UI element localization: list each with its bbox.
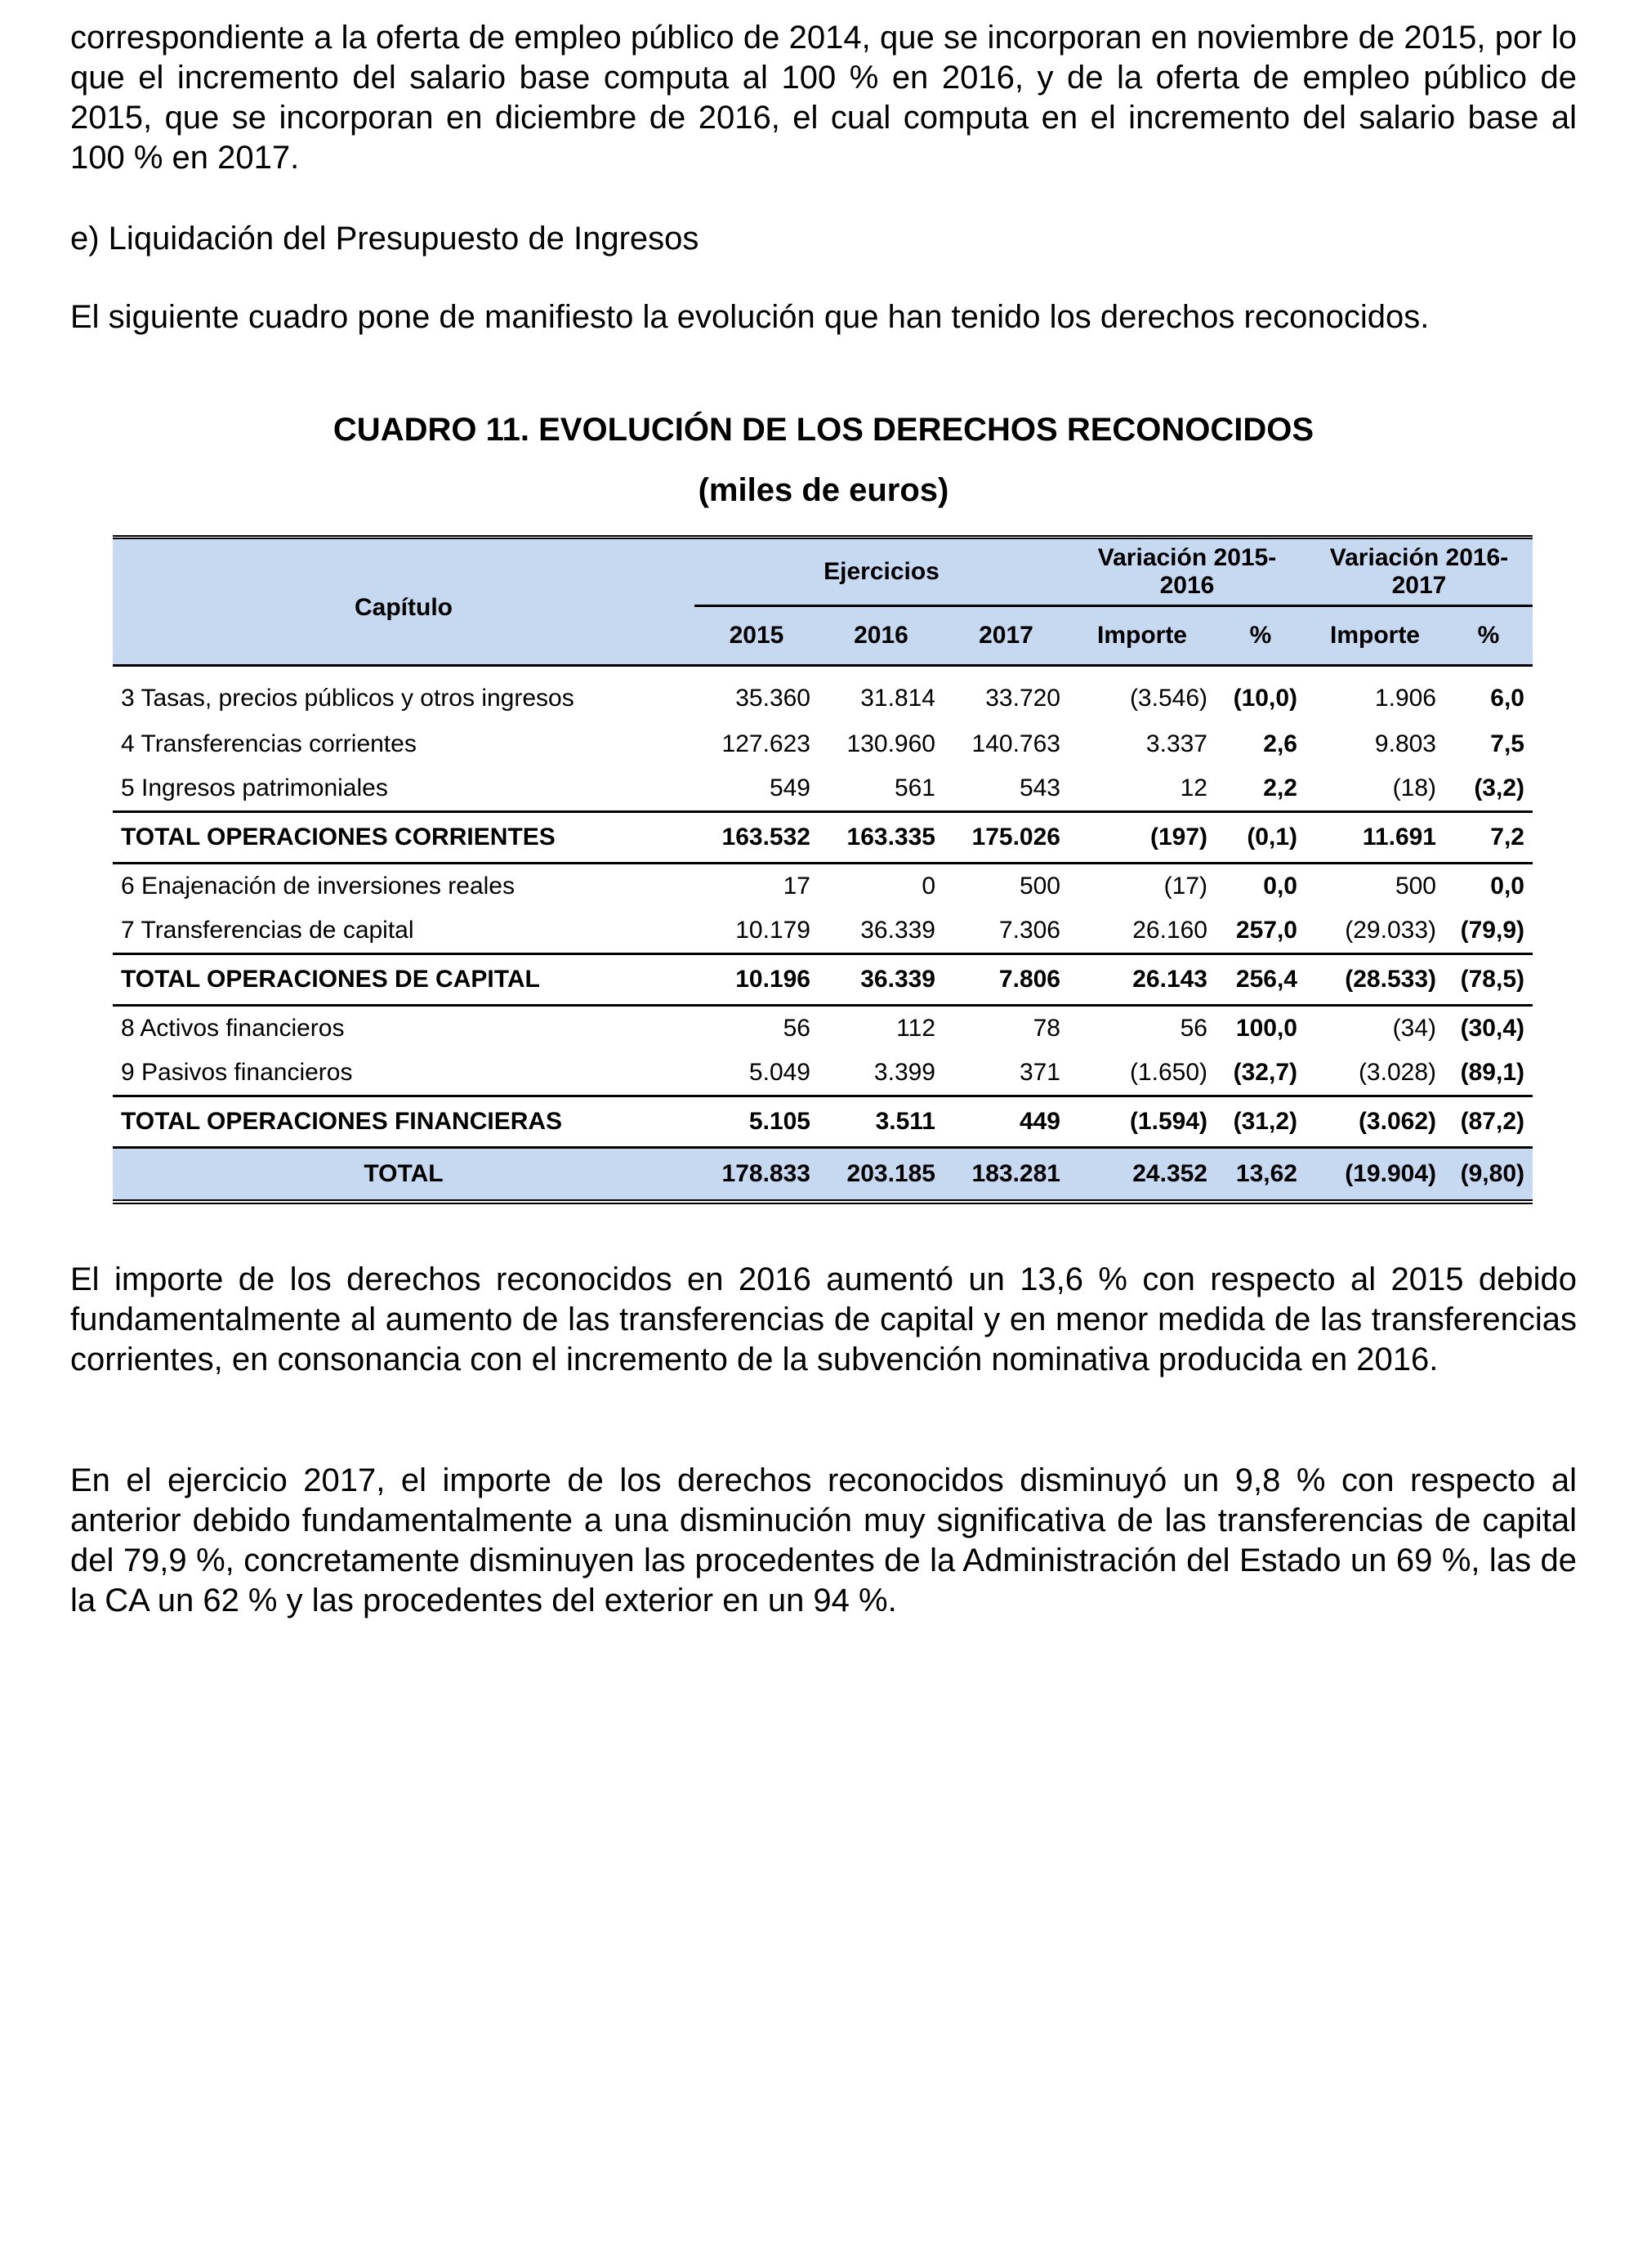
row-label: 9 Pasivos financieros: [121, 1059, 353, 1086]
cell-2017: 78: [1033, 1015, 1060, 1042]
cell-pct-1516: 100,0: [1235, 1015, 1297, 1042]
cell-pct-1617: (3,2): [1474, 775, 1524, 801]
cell-importe-1617: (3.062): [1306, 1096, 1444, 1148]
cell-importe-1617: (18): [1392, 775, 1436, 801]
table-row: [113, 722, 1533, 766]
cell-pct-1617: (89,1): [1460, 1059, 1524, 1086]
row-label: TOTAL OPERACIONES CORRIENTES: [113, 812, 694, 864]
cell-2016: 112: [896, 1015, 935, 1042]
cell-pct-1617: (87,2): [1444, 1096, 1533, 1148]
table-row: [113, 666, 1533, 723]
cell-2016: 3.511: [819, 1096, 944, 1148]
total-row: [113, 812, 1533, 864]
cell-importe-1516: 26.160: [1132, 917, 1207, 944]
cell-pct-1516: 2,6: [1263, 730, 1297, 757]
cell-2017: 543: [1019, 775, 1060, 801]
header-variacion-2015-2016: Variación 2015-2016: [1069, 538, 1306, 606]
header-variacion-2016-2017: Variación 2016-2017: [1306, 538, 1533, 606]
table-frame: [113, 535, 1533, 1204]
paragraph-2016: El importe de los derechos reconocidos en 2016 aumentó un 13,6 % con respecto al 2015 debido fundamentalmente al aumento de las transferencias de capital y en menor medida de las transferencias corrientes, en consonancia con el incremento de la subvención nominativa producida en 2016.: [70, 1261, 1577, 1377]
cell-pct-1617: 7,5: [1490, 730, 1524, 757]
cell-2016: 3.399: [873, 1059, 935, 1086]
table-row: [113, 864, 1533, 909]
cell-importe-1617: (29.033): [1345, 917, 1436, 944]
cell-2015: 5.105: [694, 1096, 819, 1148]
cell-2017: 175.026: [944, 812, 1069, 864]
table-subtitle: (miles de euros): [698, 472, 949, 508]
cell-importe-1516: 24.352: [1069, 1148, 1216, 1203]
section-heading: e) Liquidación del Presupuesto de Ingresos: [70, 221, 699, 257]
cell-importe-1516: (197): [1069, 812, 1216, 864]
header-pct-1617: %: [1444, 606, 1533, 666]
header-ejercicios: Ejercicios: [694, 538, 1069, 606]
cell-importe-1617: 500: [1395, 873, 1436, 900]
cell-2015: 5.049: [748, 1059, 810, 1086]
cell-pct-1516: 2,2: [1263, 775, 1297, 801]
cell-importe-1516: 26.143: [1069, 954, 1216, 1006]
cell-2015: 549: [769, 775, 810, 801]
cell-importe-1617: 1.906: [1374, 685, 1436, 712]
cell-pct-1516: 256,4: [1216, 954, 1306, 1006]
cell-2017: 449: [944, 1096, 1069, 1148]
header-capitulo: Capítulo: [113, 538, 694, 666]
cell-2017: 140.763: [971, 730, 1060, 757]
table-row: [113, 1006, 1533, 1051]
cell-2017: 7.306: [998, 917, 1060, 944]
cell-importe-1617: 9.803: [1374, 730, 1436, 757]
cell-pct-1516: (31,2): [1216, 1096, 1306, 1148]
table-row: [113, 1051, 1533, 1096]
table-title: CUADRO 11. EVOLUCIÓN DE LOS DERECHOS RECONOCIDOS: [333, 412, 1314, 448]
cell-importe-1516: 12: [1180, 775, 1207, 801]
cell-importe-1516: (1.594): [1069, 1096, 1216, 1148]
cell-pct-1516: 13,62: [1216, 1148, 1306, 1203]
cell-2015: 10.196: [694, 954, 819, 1006]
cell-2016: 561: [894, 775, 935, 801]
row-label: 7 Transferencias de capital: [121, 917, 414, 944]
cell-2015: 127.623: [721, 730, 810, 757]
row-label: TOTAL OPERACIONES DE CAPITAL: [113, 954, 694, 1006]
rights-evolution-table: [113, 535, 1533, 1204]
cell-2017: 33.720: [985, 685, 1060, 712]
cell-pct-1617: (9,80): [1444, 1148, 1533, 1203]
cell-pct-1516: 257,0: [1235, 917, 1297, 944]
cell-2016: 36.339: [819, 954, 944, 1006]
cell-2017: 7.806: [944, 954, 1069, 1006]
cell-pct-1617: 6,0: [1490, 685, 1524, 712]
cell-2015: 178.833: [694, 1148, 819, 1203]
header-importe-1516: Importe: [1069, 606, 1216, 666]
cell-pct-1617: (78,5): [1444, 954, 1533, 1006]
lead-paragraph: El siguiente cuadro pone de manifiesto la evolución que han tenido los derechos reconocidos.: [70, 299, 1430, 335]
row-label: TOTAL: [113, 1148, 694, 1203]
cell-2016: 203.185: [819, 1148, 944, 1203]
cell-importe-1617: (3.028): [1358, 1059, 1436, 1086]
cell-2016: 36.339: [860, 917, 935, 944]
header-pct-1516: %: [1216, 606, 1306, 666]
row-label: 8 Activos financieros: [121, 1015, 345, 1042]
header-importe-1617: Importe: [1306, 606, 1444, 666]
grand-total-row: [113, 1148, 1533, 1203]
cell-pct-1617: (30,4): [1460, 1015, 1524, 1042]
cell-pct-1617: 7,2: [1444, 812, 1533, 864]
cell-2016: 31.814: [860, 685, 935, 712]
cell-2017: 183.281: [944, 1148, 1069, 1203]
cell-2017: 500: [1019, 873, 1060, 900]
intro-paragraph: correspondiente a la oferta de empleo público de 2014, que se incorporan en noviembre de 2015, por lo que el incremento del salario base computa al 100 % en 2016, y de la oferta de empleo público de 2015, que se incorporan en diciembre de 2016, el cual computa en el incremento del salario base al 100 % en 2017.: [70, 20, 1577, 176]
cell-pct-1617: 0,0: [1490, 873, 1524, 900]
cell-importe-1617: 11.691: [1306, 812, 1444, 864]
cell-pct-1516: 0,0: [1263, 873, 1297, 900]
cell-2015: 35.360: [735, 685, 810, 712]
header-2015: 2015: [694, 606, 819, 666]
row-label: TOTAL OPERACIONES FINANCIERAS: [113, 1096, 694, 1148]
row-label: 6 Enajenación de inversiones reales: [121, 873, 515, 900]
cell-importe-1516: (17): [1163, 873, 1207, 900]
cell-pct-1516: (10,0): [1233, 685, 1297, 712]
header-2017: 2017: [944, 606, 1069, 666]
cell-2016: 0: [922, 873, 935, 900]
table-row: [113, 766, 1533, 812]
cell-importe-1516: (1.650): [1129, 1059, 1207, 1086]
header-2016: 2016: [819, 606, 944, 666]
row-label: 3 Tasas, precios públicos y otros ingresos: [121, 685, 574, 712]
table-row: [113, 909, 1533, 954]
cell-2017: 371: [1019, 1059, 1060, 1086]
total-row: [113, 1096, 1533, 1148]
cell-importe-1516: (3.546): [1129, 685, 1207, 712]
cell-pct-1516: (0,1): [1216, 812, 1306, 864]
cell-importe-1617: (19.904): [1306, 1148, 1444, 1203]
cell-importe-1617: (28.533): [1306, 954, 1444, 1006]
paragraph-2017: En el ejercicio 2017, el importe de los derechos reconocidos disminuyó un 9,8 % con respecto al anterior debido fundamentalmente a una disminución muy significativa de las transferencias de capital del 79,9 %, concretamente disminuyen las procedentes de la Administración del Estado un 69 %, las de la CA un 62 % y las procedentes del exterior en un 94 %.: [70, 1462, 1577, 1618]
cell-importe-1516: 3.337: [1145, 730, 1207, 757]
row-label: 5 Ingresos patrimoniales: [121, 775, 388, 801]
total-row: [113, 954, 1533, 1006]
cell-2015: 10.179: [735, 917, 810, 944]
cell-importe-1516: 56: [1180, 1015, 1207, 1042]
cell-2015: 163.532: [694, 812, 819, 864]
cell-importe-1617: (34): [1392, 1015, 1436, 1042]
cell-2016: 130.960: [846, 730, 935, 757]
cell-pct-1516: (32,7): [1233, 1059, 1297, 1086]
cell-2015: 56: [783, 1015, 810, 1042]
row-label: 4 Transferencias corrientes: [121, 730, 417, 757]
cell-pct-1617: (79,9): [1460, 917, 1524, 944]
cell-2015: 17: [783, 873, 810, 900]
cell-2016: 163.335: [819, 812, 944, 864]
